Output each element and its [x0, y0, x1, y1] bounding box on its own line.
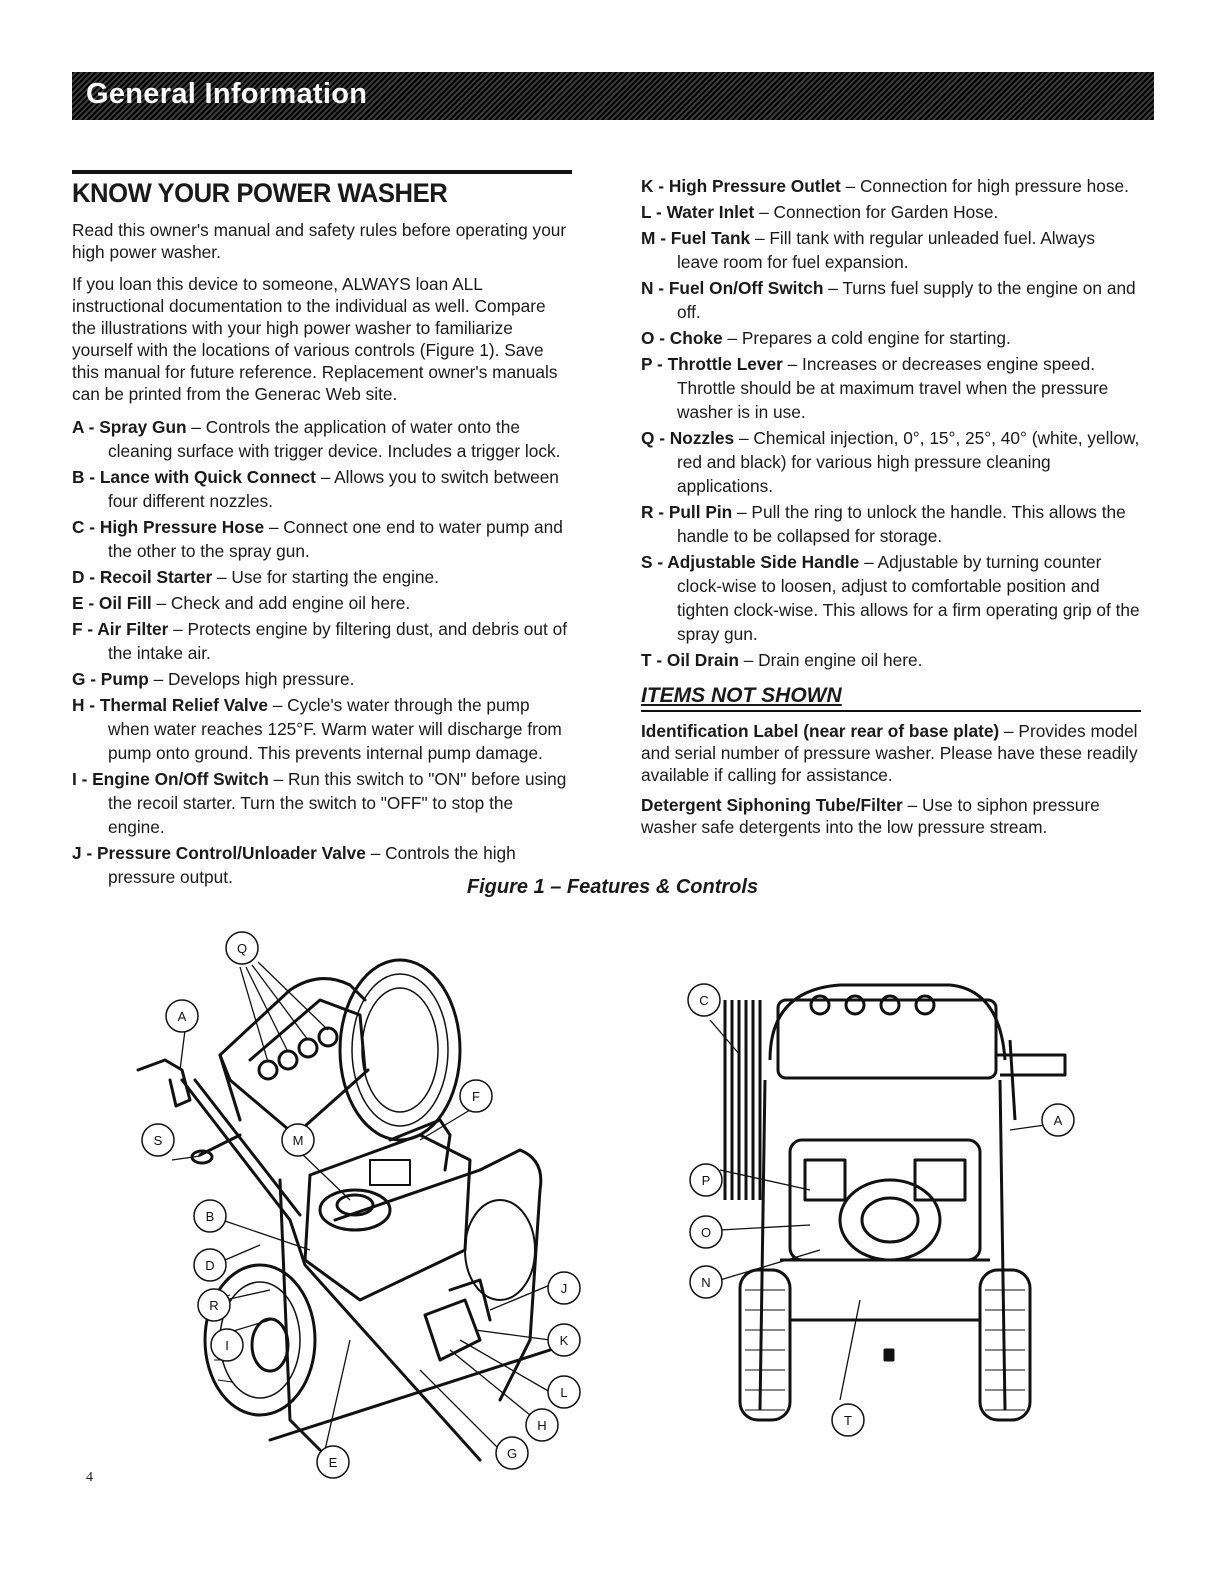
- feature-item: [641, 276, 1141, 324]
- callout-label: E: [328, 1455, 338, 1470]
- feature-item: [641, 426, 1141, 498]
- feature-item: [72, 617, 572, 665]
- feature-item: [72, 693, 572, 765]
- feature-description: – Allows you to switch between four different nozzles.: [108, 467, 559, 511]
- callout-label: R: [209, 1298, 219, 1313]
- feature-description: – Prepares a cold engine for starting.: [722, 328, 1011, 348]
- callout-label: B: [205, 1209, 215, 1224]
- callout-label: C: [699, 993, 709, 1008]
- feature-list: [72, 415, 572, 889]
- feature-term: G - Pump: [72, 669, 149, 689]
- feature-term: N - Fuel On/Off Switch: [641, 278, 824, 298]
- section-heading: KNOW YOUR POWER WASHER: [72, 178, 448, 208]
- right-column: [641, 174, 1141, 846]
- callout-label: T: [844, 1413, 852, 1428]
- intro-paragraph: Read this owner's manual and safety rules before operating your high power washer.: [72, 220, 567, 262]
- callout-label: I: [225, 1338, 229, 1353]
- callout-label: D: [205, 1258, 215, 1273]
- callout-label: O: [700, 1225, 712, 1240]
- feature-description: – Adjustable by turning counter clock-wise to loosen, adjust to comfortable position and tighten clock-wise. This allows for a firm operating grip of the spray gun.: [677, 552, 1140, 644]
- feature-description: – Fill tank with regular unleaded fuel. Always leave room for fuel expansion.: [677, 228, 1095, 272]
- feature-item: [72, 415, 572, 463]
- feature-description: – Connection for Garden Hose.: [754, 202, 999, 222]
- callout-label: J: [560, 1281, 568, 1296]
- callout-label: H: [537, 1418, 547, 1433]
- feature-item: [641, 500, 1141, 548]
- callout-label: G: [506, 1446, 518, 1461]
- feature-term: C - High Pressure Hose: [72, 517, 265, 537]
- feature-description: – Controls the high pressure output.: [108, 843, 516, 887]
- power-washer-front-illustration: [120, 920, 610, 1490]
- heading-rule: [72, 170, 572, 174]
- feature-description: – Connection for high pressure hose.: [840, 176, 1129, 196]
- feature-item: [641, 794, 1141, 838]
- feature-item: [641, 550, 1141, 646]
- feature-description: – Controls the application of water onto the cleaning surface with trigger device. Includes a trigger lock.: [108, 417, 561, 461]
- feature-description: – Increases or decreases engine speed. Throttle should be at maximum travel when the pressure washer is in use.: [677, 354, 1109, 422]
- callout-label: S: [153, 1133, 163, 1148]
- feature-item: [641, 648, 1141, 672]
- feature-item: [72, 767, 572, 839]
- section-title: General Information: [86, 78, 368, 110]
- feature-list: [641, 174, 1141, 672]
- feature-item: [641, 226, 1141, 274]
- feature-term: L - Water Inlet: [641, 202, 755, 222]
- feature-term: I - Engine On/Off Switch: [72, 769, 269, 789]
- feature-description: – Cycle's water through the pump when water reaches 125°F. Warm water will discharge from pump onto ground. This prevents internal pump damage.: [108, 695, 562, 763]
- feature-term: M - Fuel Tank: [641, 228, 751, 248]
- feature-item: [641, 326, 1141, 350]
- intro-paragraph: If you loan this device to someone, ALWAYS loan ALL instructional documentation to the individual as well. Compare the illustrations with your high power washer to familiarize yourself with the locations of various controls (Figure 1). Save this manual for future reference. Replacement owner's manuals can be printed from the Generac Web site.: [72, 274, 558, 404]
- callout-label: P: [701, 1173, 711, 1188]
- section-banner: [72, 72, 1154, 120]
- feature-description: – Run this switch to "ON" before using the recoil starter. Turn the switch to "OFF" to stop the engine.: [108, 769, 567, 837]
- feature-term: E - Oil Fill: [72, 593, 152, 613]
- feature-term: K - High Pressure Outlet: [641, 176, 841, 196]
- feature-term: T - Oil Drain: [641, 650, 739, 670]
- feature-item: [72, 591, 572, 615]
- callout-label: N: [701, 1275, 711, 1290]
- feature-description: – Check and add engine oil here.: [151, 593, 411, 613]
- power-washer-rear-illustration: [670, 960, 1090, 1450]
- callout-label: K: [559, 1333, 569, 1348]
- feature-term: B - Lance with Quick Connect: [72, 467, 316, 487]
- feature-item: [72, 565, 572, 589]
- feature-description: – Protects engine by filtering dust, and debris out of the intake air.: [108, 619, 568, 663]
- callout-label: F: [472, 1089, 480, 1104]
- feature-description: – Use for starting the engine.: [212, 567, 439, 587]
- feature-description: – Use to siphon pressure washer safe detergents into the low pressure stream.: [641, 795, 1100, 837]
- callout-label: Q: [236, 941, 248, 956]
- feature-term: A - Spray Gun: [72, 417, 187, 437]
- callout-label: L: [560, 1385, 568, 1400]
- feature-description: – Turns fuel supply to the engine on and off.: [677, 278, 1136, 322]
- page-number: 4: [86, 1470, 93, 1485]
- feature-description: – Provides model and serial number of pressure washer. Please have these readily available if calling for assistance.: [641, 721, 1138, 785]
- sub-heading-rule: [641, 710, 1141, 712]
- feature-term: R - Pull Pin: [641, 502, 733, 522]
- feature-term: D - Recoil Starter: [72, 567, 213, 587]
- feature-item: [641, 720, 1141, 786]
- feature-description: – Drain engine oil here.: [738, 650, 923, 670]
- feature-term: Detergent Siphoning Tube/Filter: [641, 795, 903, 815]
- feature-item: [72, 515, 572, 563]
- feature-term: Q - Nozzles: [641, 428, 735, 448]
- feature-item: [72, 465, 572, 513]
- feature-term: J - Pressure Control/Unloader Valve: [72, 843, 366, 863]
- feature-description: – Develops high pressure.: [148, 669, 355, 689]
- feature-term: Identification Label (near rear of base plate): [641, 721, 1000, 741]
- feature-term: P - Throttle Lever: [641, 354, 783, 374]
- feature-item: [641, 200, 1141, 224]
- callout-label: M: [292, 1133, 304, 1148]
- figure-caption: Figure 1 – Features & Controls: [466, 876, 759, 898]
- feature-term: O - Choke: [641, 328, 723, 348]
- callout-label: A: [1053, 1113, 1063, 1128]
- callout-label: A: [177, 1009, 187, 1024]
- feature-description: – Chemical injection, 0°, 15°, 25°, 40° (white, yellow, red and black) for various high pressure cleaning applications.: [677, 428, 1140, 496]
- left-column: [72, 170, 572, 891]
- feature-item: [641, 174, 1141, 198]
- feature-description: – Pull the ring to unlock the handle. This allows the handle to be collapsed for storage.: [677, 502, 1126, 546]
- feature-term: F - Air Filter: [72, 619, 169, 639]
- feature-item: [72, 667, 572, 691]
- feature-term: S - Adjustable Side Handle: [641, 552, 860, 572]
- feature-term: H - Thermal Relief Valve: [72, 695, 268, 715]
- items-not-shown-heading: ITEMS NOT SHOWN: [641, 684, 842, 707]
- feature-item: [641, 352, 1141, 424]
- not-shown-list: [641, 720, 1141, 838]
- feature-description: – Connect one end to water pump and the other to the spray gun.: [108, 517, 563, 561]
